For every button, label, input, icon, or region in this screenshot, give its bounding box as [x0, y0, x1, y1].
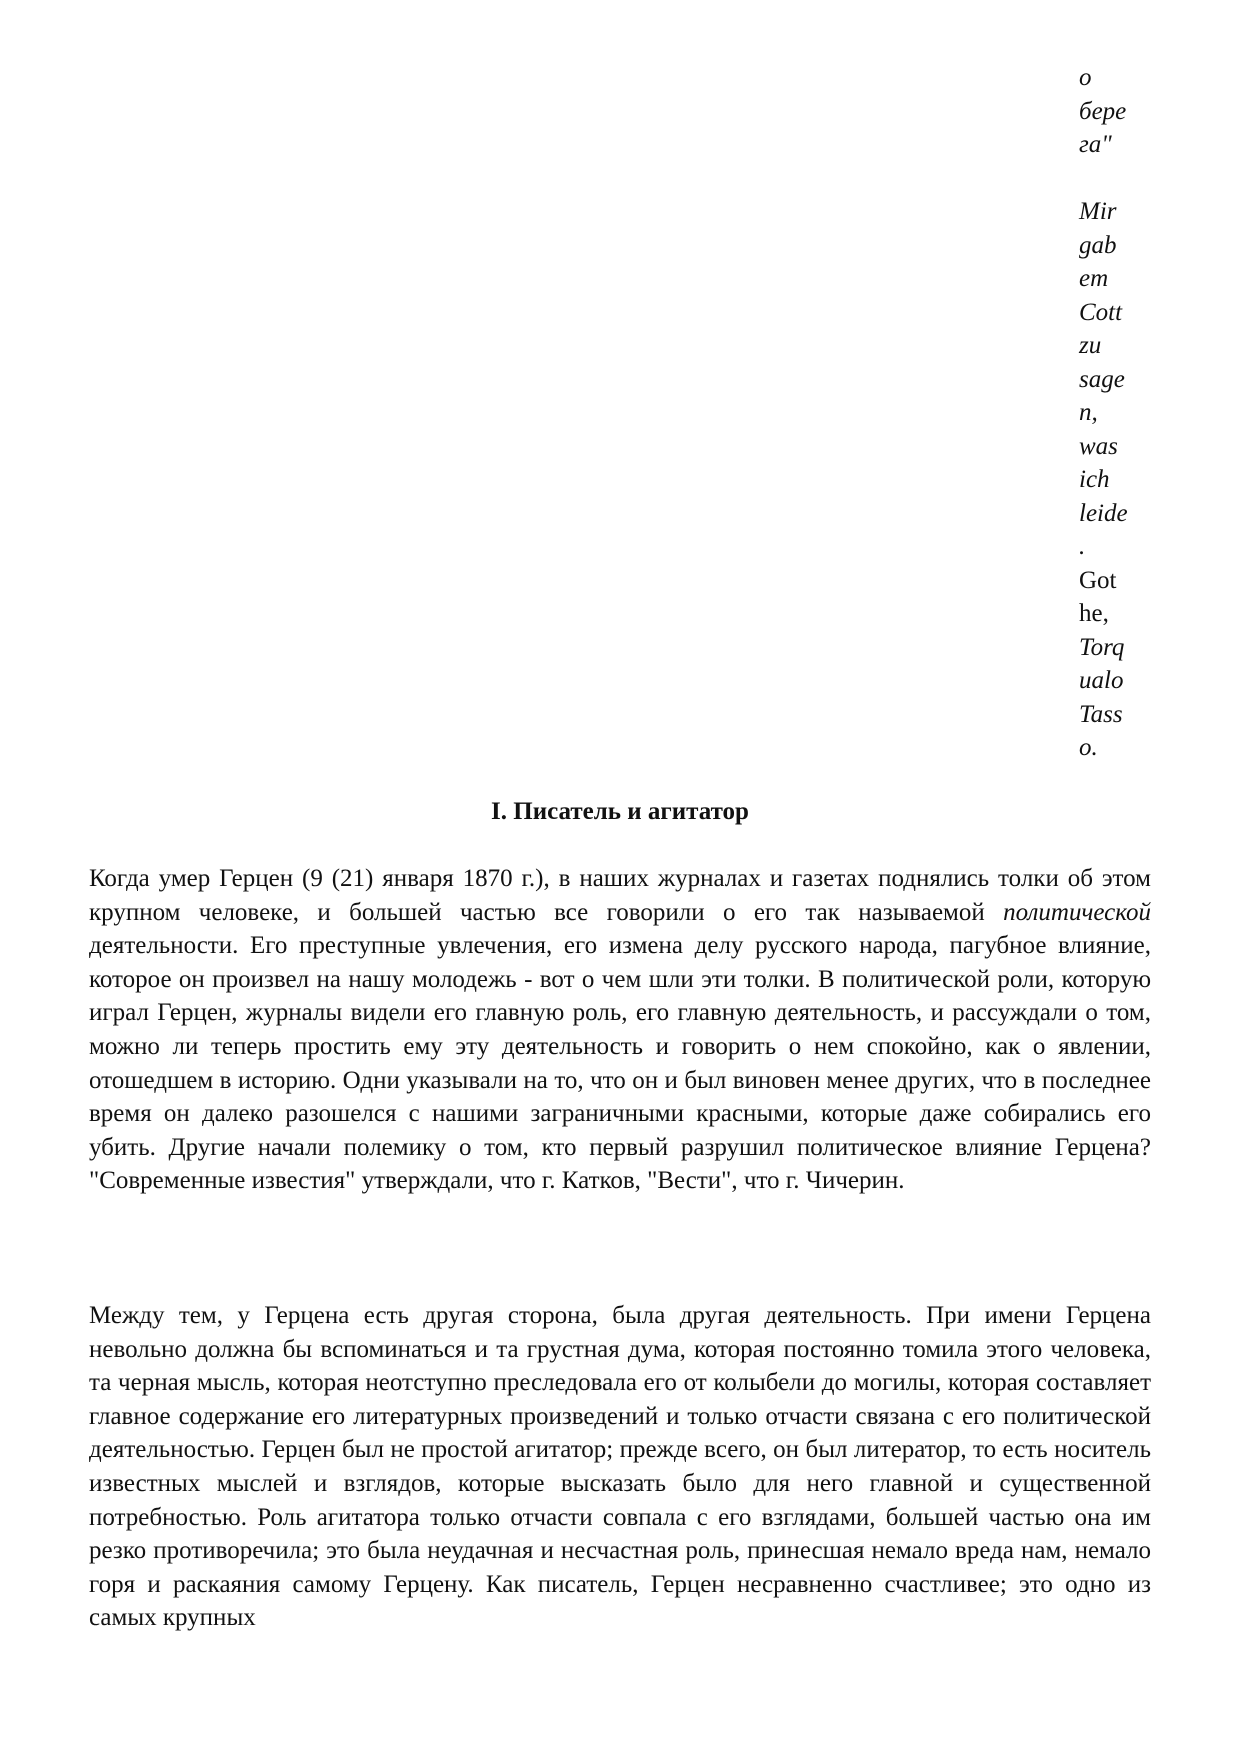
- section-title: I. Писатель и агитатор: [491, 798, 749, 825]
- epigraph-line: zu: [1079, 332, 1102, 359]
- epigraph-line: Mir: [1079, 198, 1117, 225]
- epigraph-line: o.: [1079, 734, 1098, 761]
- epigraph-line: .: [1079, 533, 1086, 560]
- epigraph-line: Got: [1079, 566, 1117, 594]
- epigraph-line: [1079, 162, 1199, 196]
- epigraph-line: n,: [1079, 399, 1098, 426]
- epigraph-line: leide: [1079, 499, 1128, 527]
- epigraph-line: he,: [1079, 600, 1109, 627]
- paragraph-1: [89, 862, 1151, 1198]
- paragraph-1-emphasis: политической: [1003, 898, 1151, 926]
- epigraph-line: ualo: [1079, 667, 1124, 694]
- epigraph-line: Torq: [1079, 633, 1125, 661]
- paragraph-1-text-after: деятельности. Его преступные увлечения, его измена делу русского народа, пагубное влияние, которое он произвел на нашу молодежь - вот о чем шли эти толки. В политической роли, которую играл Герцен, журналы видели его главную роль, его главную деятельность, и рассуждали о том, можно ли теперь простить ему эту деятельность и говорить о нем спокойно, как о явлении, отошедшем в историю. Одни указывали на то, что он и был виновен менее других, что в последнее время он далеко разошелся с нашими заграничными красными, которые даже собирались его убить. Другие начали полемику о том, кто первый разрушил политическое влияние Герцена? "Современные известия" утверждали, что г. Катков, "Вести", что г. Чичерин.: [89, 932, 1151, 1195]
- epigraph-line: о: [1079, 64, 1092, 91]
- epigraph-line: Cott: [1079, 298, 1123, 326]
- paragraph-2: Между тем, у Герцена есть другая сторона, была другая деятельность. При имени Герцена невольно должна бы вспоминаться и та грустная дума, которая постоянно томила этого человека, та черная мысль, которая неотступно преследовала его от колыбели до могилы, которая составляет главное содержание его литературных произведений и только отчасти связана с его политической деятельностью. Герцен был не простой агитатор; прежде всего, он был литератор, то есть носитель известных мыслей и взглядов, которые высказать было для него главной и существенной потребностью. Роль агитатора только отчасти совпала с его взглядами, большей частью она им резко противоречила; это была неудачная и несчастная роль, принесшая немало вреда нам, немало горя и раскаяния самому Герцену. Как писатель, Герцен несравненно счастливее; это одно из самых крупных: [89, 1302, 1151, 1632]
- epigraph-line: бере: [1079, 97, 1127, 125]
- paragraph-1-text-before: Когда умер Герцен (9 (21) января 1870 г.), в наших журналах и газетах поднялись толки об этом крупном человеке, и большей частью все говорили о его так называемой: [89, 865, 1151, 926]
- epigraph: [1079, 61, 1199, 765]
- epigraph-line: gab: [1079, 231, 1117, 259]
- epigraph-line: ich: [1079, 466, 1110, 493]
- epigraph-line: sage: [1079, 365, 1125, 393]
- epigraph-line: га": [1079, 131, 1112, 158]
- epigraph-line: was: [1079, 432, 1118, 460]
- epigraph-line: Tass: [1079, 700, 1123, 728]
- epigraph-line: em: [1079, 265, 1109, 292]
